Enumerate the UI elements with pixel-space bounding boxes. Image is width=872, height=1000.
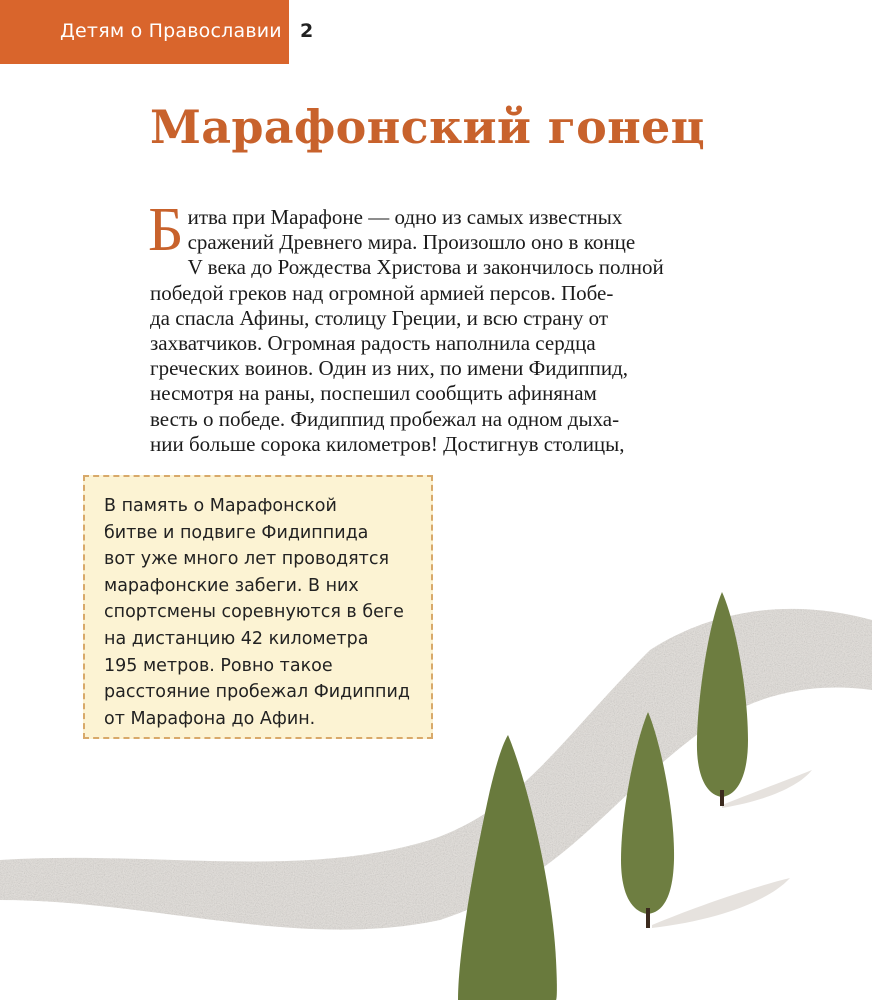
article-line: да спасла Афины, столицу Греции, и всю страну от (150, 305, 609, 330)
note-line: марафонские забеги. В них (104, 575, 359, 596)
article-line: итва при Марафоне — одно из самых известных (187, 205, 623, 229)
note-line: от Марафона до Афин. (104, 708, 316, 729)
article-line: несмотря на раны, поспешил сообщить афинянам (150, 381, 597, 406)
article-line: V века до Рождества Христова и закончилось полной (187, 255, 664, 280)
article-line: нии больше сорока километров! Достигнув столицы, (150, 431, 625, 456)
article-line: весть о победе. Фидиппид пробежал на одном дыха- (150, 406, 620, 431)
article-line: греческих воинов. Один из них, по имени Фидиппид, (150, 356, 629, 381)
page-number: 2 (300, 20, 314, 42)
note-line: расстояние пробежал Фидиппид (104, 682, 410, 703)
note-line: битве и подвиге Фидиппида (104, 522, 369, 543)
note-line: 195 метров. Ровно такое (104, 655, 333, 676)
series-title: Детям о Православии (60, 20, 282, 42)
drop-cap: Б (148, 196, 184, 264)
tree-shadows (652, 770, 812, 928)
note-line: на дистанцию 42 километра (104, 628, 369, 649)
cypress-road-illustration (0, 560, 872, 1000)
article-body (148, 196, 710, 457)
note-line: спортсмены соревнуются в беге (104, 602, 404, 623)
article-line: захватчиков. Огромная радость наполнила сердца (150, 330, 596, 355)
page-title: Марафонский гонец (150, 100, 705, 154)
article-line: победой греков над огромной армией персов. Побе- (150, 280, 614, 305)
note-line: вот уже много лет проводятся (104, 549, 389, 570)
article-line: сражений Древнего мира. Произошло оно в конце (187, 230, 636, 255)
note-line: В память о Марафонской (104, 496, 337, 516)
